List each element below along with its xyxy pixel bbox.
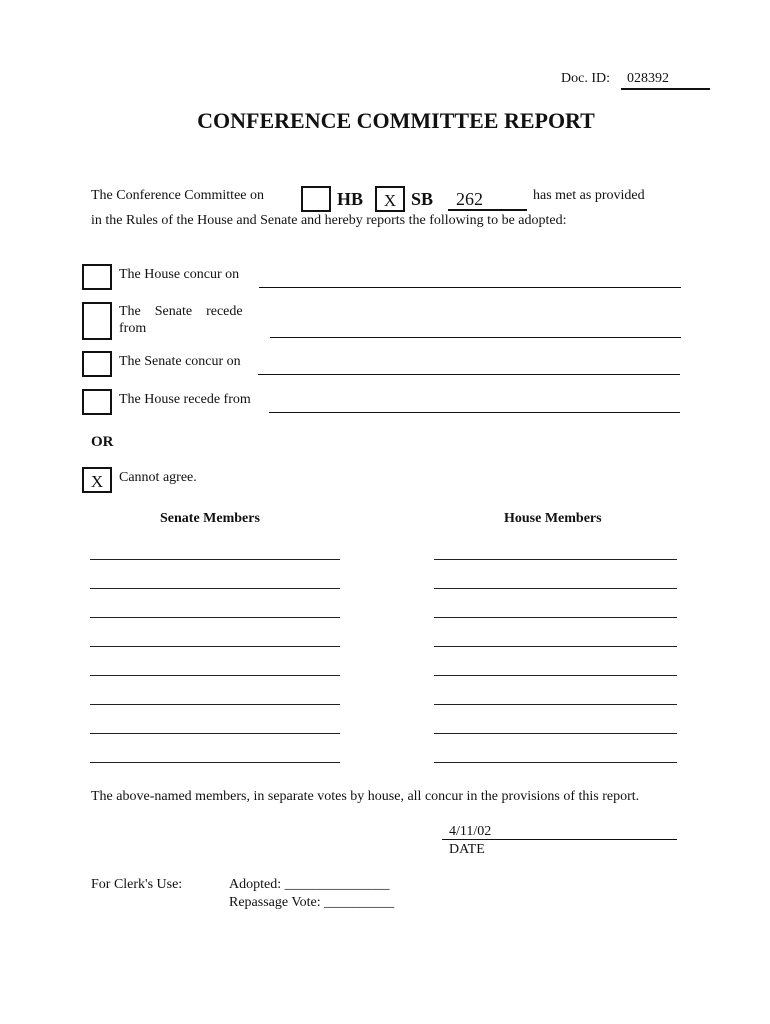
senate-signature-line[interactable]: [90, 559, 340, 560]
senate-signature-line[interactable]: [90, 675, 340, 676]
senate-recede-label-line1: The Senate recede: [119, 304, 243, 319]
doc-id-value: 028392: [627, 71, 669, 86]
sb-label: SB: [411, 189, 434, 209]
date-value: 4/11/02: [449, 824, 492, 839]
house-members-heading: House Members: [504, 511, 602, 526]
senate-members-heading: Senate Members: [160, 511, 260, 526]
cannot-agree-checkbox[interactable]: [82, 467, 112, 493]
bill-number-underline: [448, 209, 527, 211]
bill-number: 262: [456, 189, 483, 209]
intro-suffix: has met as provided: [533, 188, 645, 203]
hb-checkbox[interactable]: [301, 186, 331, 212]
senate-signature-line[interactable]: [90, 617, 340, 618]
senate-signature-line[interactable]: [90, 704, 340, 705]
clerk-label: For Clerk's Use:: [91, 877, 183, 892]
senate-recede-label-line2: from: [119, 321, 147, 336]
house-signature-line[interactable]: [434, 646, 677, 647]
house-concur-line: [259, 287, 681, 288]
senate-concur-checkbox[interactable]: [82, 351, 112, 377]
sb-check-mark: X: [383, 191, 397, 210]
house-signature-line[interactable]: [434, 675, 677, 676]
senate-signature-line[interactable]: [90, 646, 340, 647]
house-recede-label: The House recede from: [119, 392, 251, 407]
cannot-agree-label: Cannot agree.: [119, 470, 197, 485]
senate-concur-label: The Senate concur on: [119, 354, 241, 369]
intro-prefix: The Conference Committee on: [91, 188, 264, 203]
or-label: OR: [91, 434, 114, 450]
senate-signature-line[interactable]: [90, 762, 340, 763]
house-signature-line[interactable]: [434, 762, 677, 763]
sb-checkbox[interactable]: [375, 186, 405, 212]
senate-signature-line[interactable]: [90, 733, 340, 734]
intro-line2: in the Rules of the House and Senate and hereby reports the following to be adopted:: [91, 213, 567, 228]
date-line: [442, 839, 677, 840]
senate-recede-checkbox[interactable]: [82, 302, 112, 340]
house-signature-line[interactable]: [434, 733, 677, 734]
house-recede-line: [269, 412, 680, 413]
senate-recede-line: [270, 337, 681, 338]
concurrence-statement: The above-named members, in separate votes by house, all concur in the provisions of this report.: [91, 789, 640, 804]
adopted-field: Adopted: _______________: [229, 877, 390, 892]
doc-id-label: Doc. ID:: [561, 71, 610, 86]
senate-concur-line: [258, 374, 680, 375]
house-signature-line[interactable]: [434, 704, 677, 705]
house-signature-line[interactable]: [434, 617, 677, 618]
house-signature-line[interactable]: [434, 559, 677, 560]
hb-label: HB: [337, 189, 364, 209]
doc-id-underline: [621, 88, 710, 90]
cannot-agree-check-mark: X: [90, 472, 104, 491]
date-label: DATE: [449, 842, 485, 857]
page-title: CONFERENCE COMMITTEE REPORT: [197, 108, 595, 133]
house-concur-label: The House concur on: [119, 267, 240, 282]
house-concur-checkbox[interactable]: [82, 264, 112, 290]
senate-signature-line[interactable]: [90, 588, 340, 589]
repassage-vote-field: Repassage Vote: __________: [229, 895, 395, 910]
house-signature-line[interactable]: [434, 588, 677, 589]
house-recede-checkbox[interactable]: [82, 389, 112, 415]
